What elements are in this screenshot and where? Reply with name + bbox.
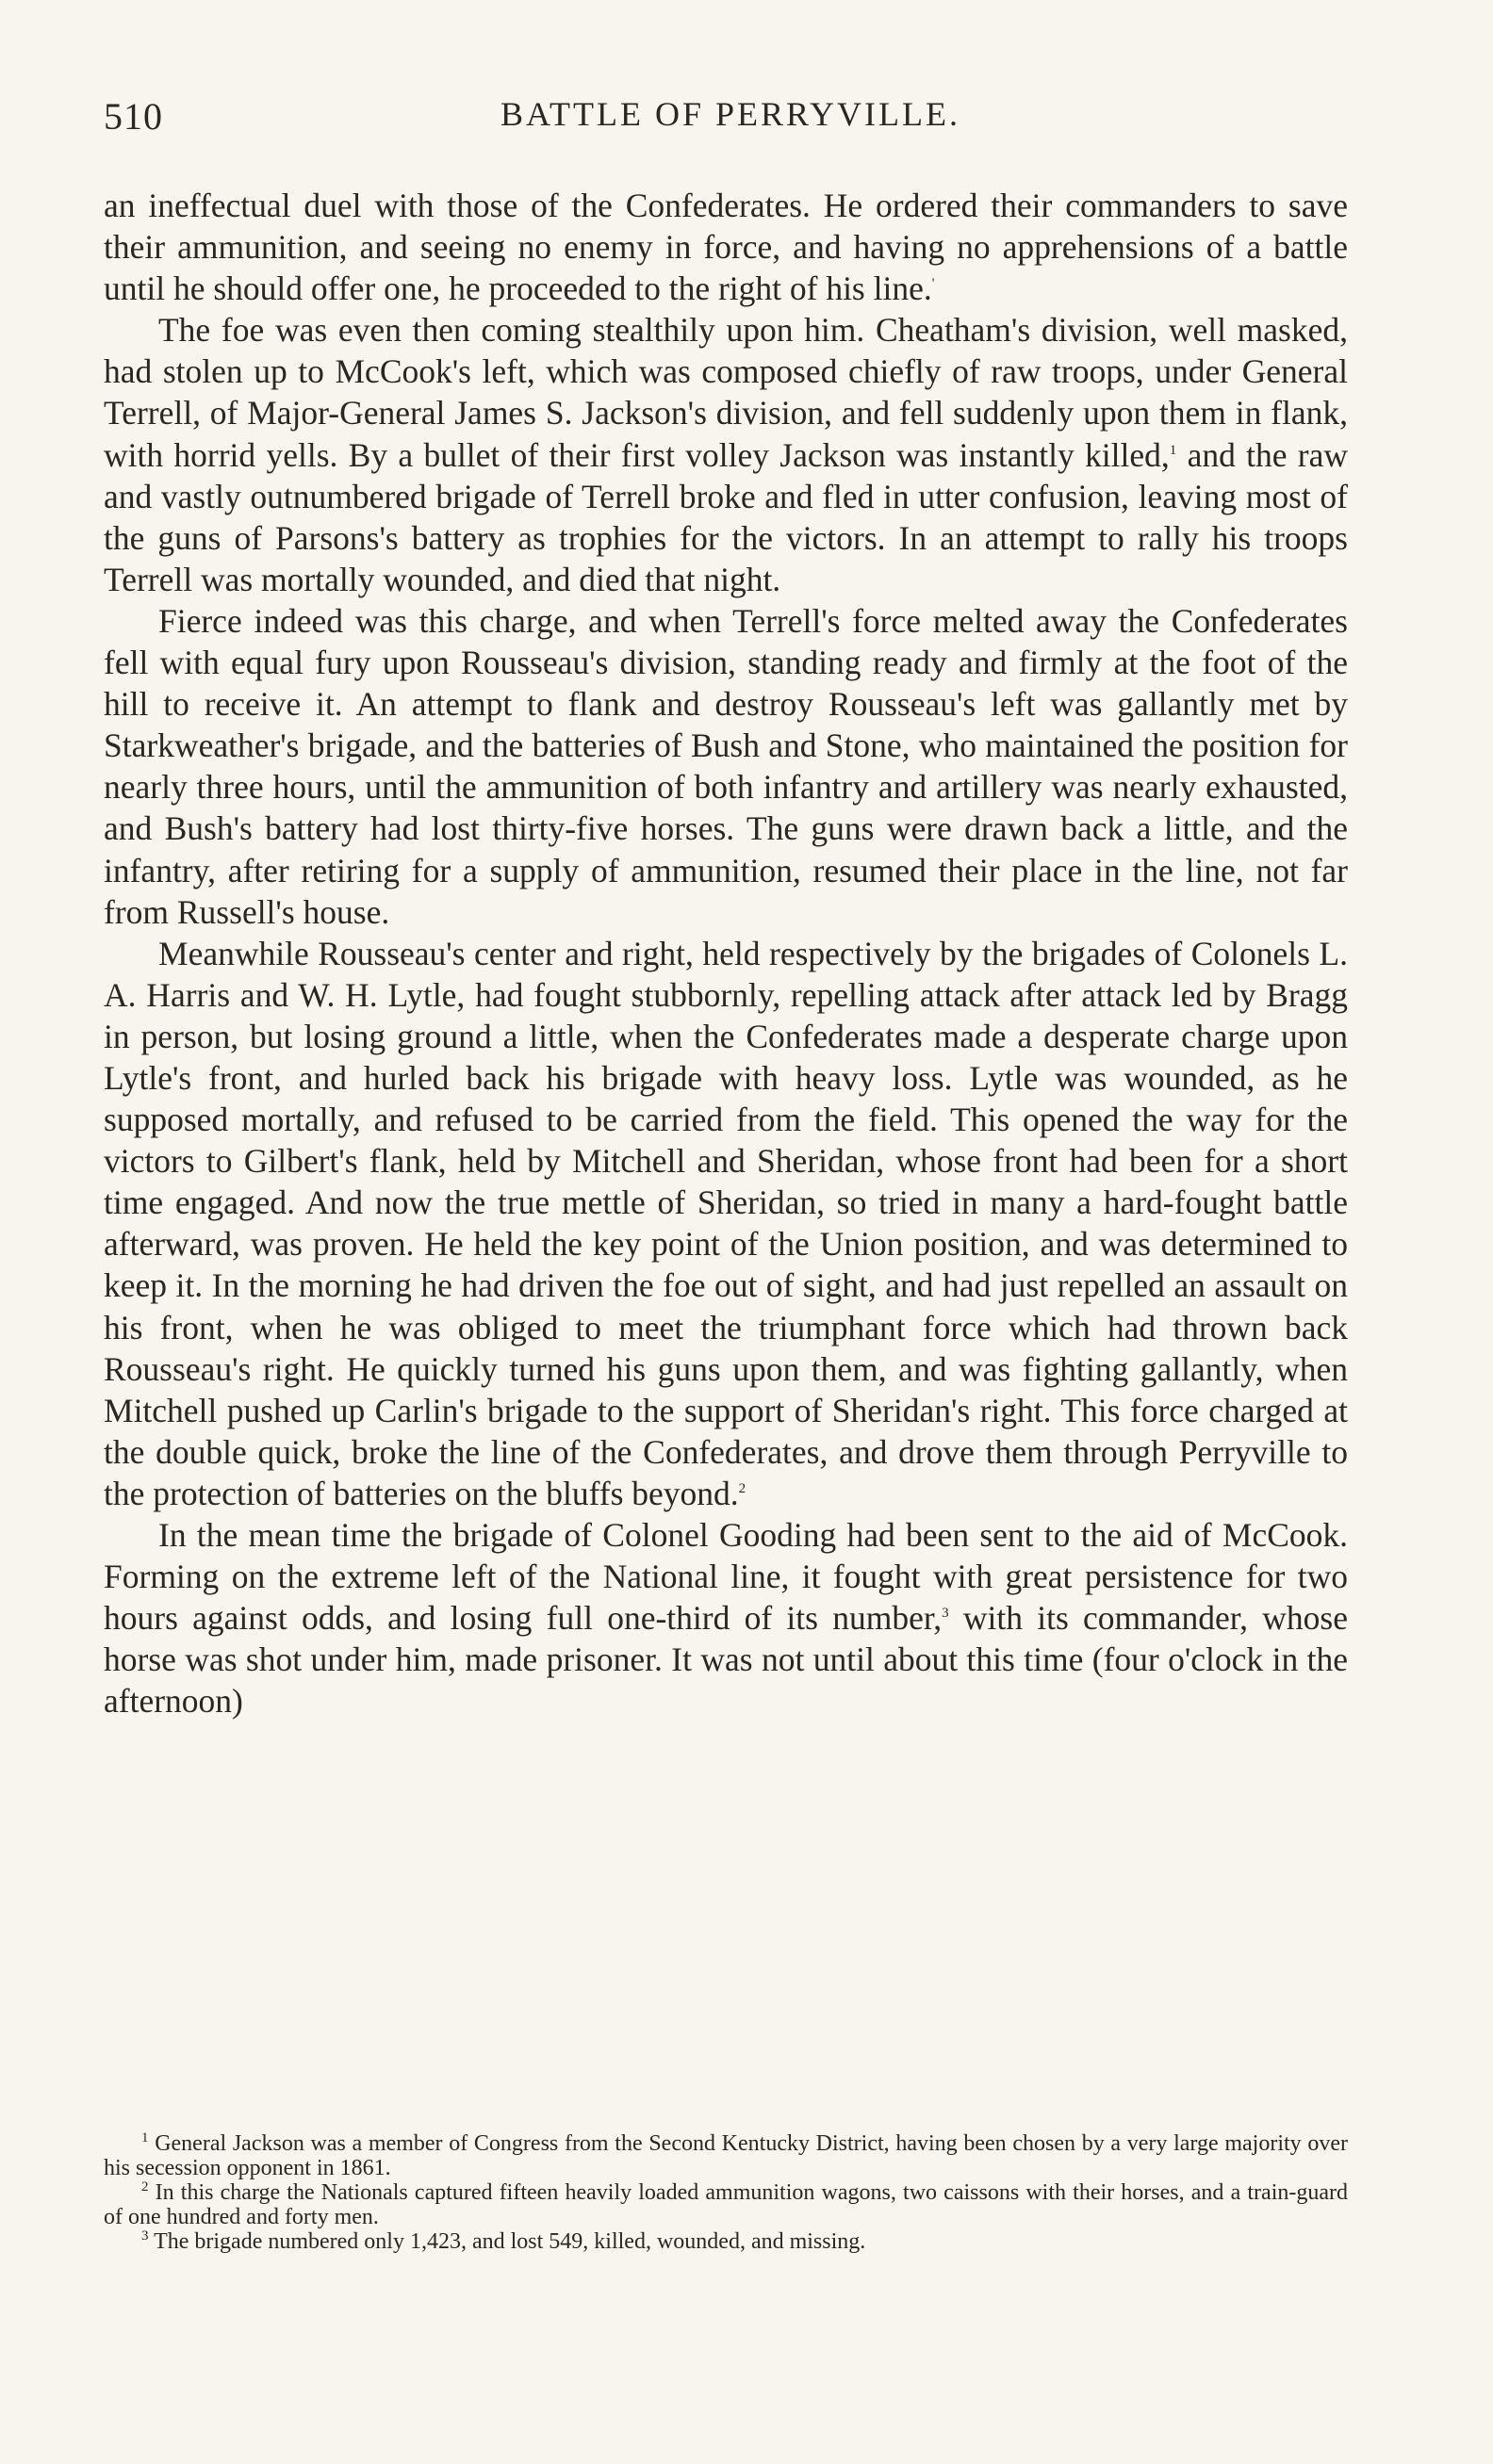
footnote: [104, 2131, 1348, 2180]
paragraph-text: with its commander, whose horse was shot under him, made prisoner. It was not until about this time (four o'clock in the afternoon): [104, 1599, 1348, 1721]
footnote-text: The brigade numbered only 1,423, and lost 549, killed, wounded, and missing.: [148, 2229, 866, 2254]
paragraph-text: The foe was even then coming stealthily upon him. Cheatham's division, well masked, had stolen up to McCook's left, which was composed chiefly of raw troops, under General Terrell, of Major-General James S. Jackson's division, and fell suddenly upon them in flank, with horrid yells. By a bullet of their first volley Jackson was instantly killed,: [104, 311, 1348, 474]
footnote: [104, 2229, 1348, 2254]
paragraph-text: an ineffectual duel with those of the Confederates. He ordered their commanders to save their ammunition, and seeing no enemy in force, and having no apprehensions of a battle until he should offer one, he proceeded to the right of his line.: [104, 187, 1348, 308]
paragraph-text: Meanwhile Rousseau's center and right, held respectively by the brigades of Colonels L. A. Harris and W. H. Lytle, had fought stubbornly, repelling attack after attack led by Bragg in person, but losing ground a little, when the Confederates made a desperate charge upon Lytle's front, and hurled back his brigade with heavy loss. Lytle was wounded, as he supposed mortally, and refused to be carried from the field. This opened the way for the victors to Gilbert's flank, held by Mitchell and Sheridan, whose front had been for a short time engaged. And now the true mettle of Sheridan, so tried in many a hard-fought battle afterward, was proven. He held the key point of the Union position, and was determined to keep it. In the morning he had driven the foe out of sight, and had just repelled an assault on his front, when he was obliged to meet the triumphant force which had thrown back Rousseau's right. He quickly turned his guns upon them, and was fighting gallantly, when Mitchell pushed up Carlin's brigade to the support of Sheridan's right. This force charged at the double quick, broke the line of the Confederates, and drove them through Perryville to the protection of batteries on the bluffs beyond.: [104, 934, 1348, 1512]
body-paragraph: [104, 185, 1348, 309]
footnote-text: In this charge the Nationals captured fifteen heavily loaded ammunition wagons, two caissons with their horses, and a train-guard of one hundred and forty men.: [104, 2180, 1348, 2229]
footnote-reference: 1: [1169, 442, 1177, 458]
body-paragraph: [104, 1514, 1348, 1722]
footnote-reference: 2: [738, 1481, 746, 1497]
footnote-mark: 2: [141, 2179, 149, 2195]
footnote-mark: 3: [141, 2228, 149, 2244]
footnote: [104, 2180, 1348, 2229]
footnote-reference: ': [931, 276, 935, 292]
paragraph-text: and the raw and vastly outnumbered brigade of Terrell broke and fled in utter confusion, leaving most of the guns of Parsons's battery as trophies for the victors. In an attempt to rally his troops Terrell was mortally wounded, and died that night.: [104, 435, 1349, 598]
paragraph-text: Fierce indeed was this charge, and when Terrell's force melted away the Confederates fell with equal fury upon Rousseau's division, standing ready and firmly at the foot of the hill to receive it. An attempt to flank and destroy Rousseau's left was gallantly met by Starkweather's brigade, and the batteries of Bush and Stone, who maintained the position for nearly three hours, until the ammunition of both infantry and artillery was nearly exhausted, and Bush's battery had lost thirty-five horses. The guns were drawn back a little, and the infantry, after retiring for a supply of ammunition, resumed their place in the line, not far from Russell's house.: [104, 601, 1348, 931]
page-header: [104, 94, 1357, 151]
body-text: [104, 185, 1348, 1722]
body-paragraph: [104, 309, 1348, 600]
footnote-mark: 1: [141, 2130, 149, 2146]
footnotes: [104, 2131, 1348, 2254]
body-paragraph: [104, 600, 1348, 933]
footnote-reference: 3: [942, 1606, 949, 1622]
paragraph-text: In the mean time the brigade of Colonel Gooding had been sent to the aid of McCook. Forming on the extreme left of the National line, it fought with great persistence for two hours against odds, and losing full one-third of its number,: [104, 1516, 1348, 1638]
footnote-text: General Jackson was a member of Congress from the Second Kentucky District, having been chosen by a very large majority over his secession opponent in 1861.: [104, 2131, 1348, 2180]
running-head: BATTLE OF PERRYVILLE.: [500, 95, 960, 133]
body-paragraph: [104, 933, 1348, 1514]
page-number: 510: [104, 95, 163, 138]
